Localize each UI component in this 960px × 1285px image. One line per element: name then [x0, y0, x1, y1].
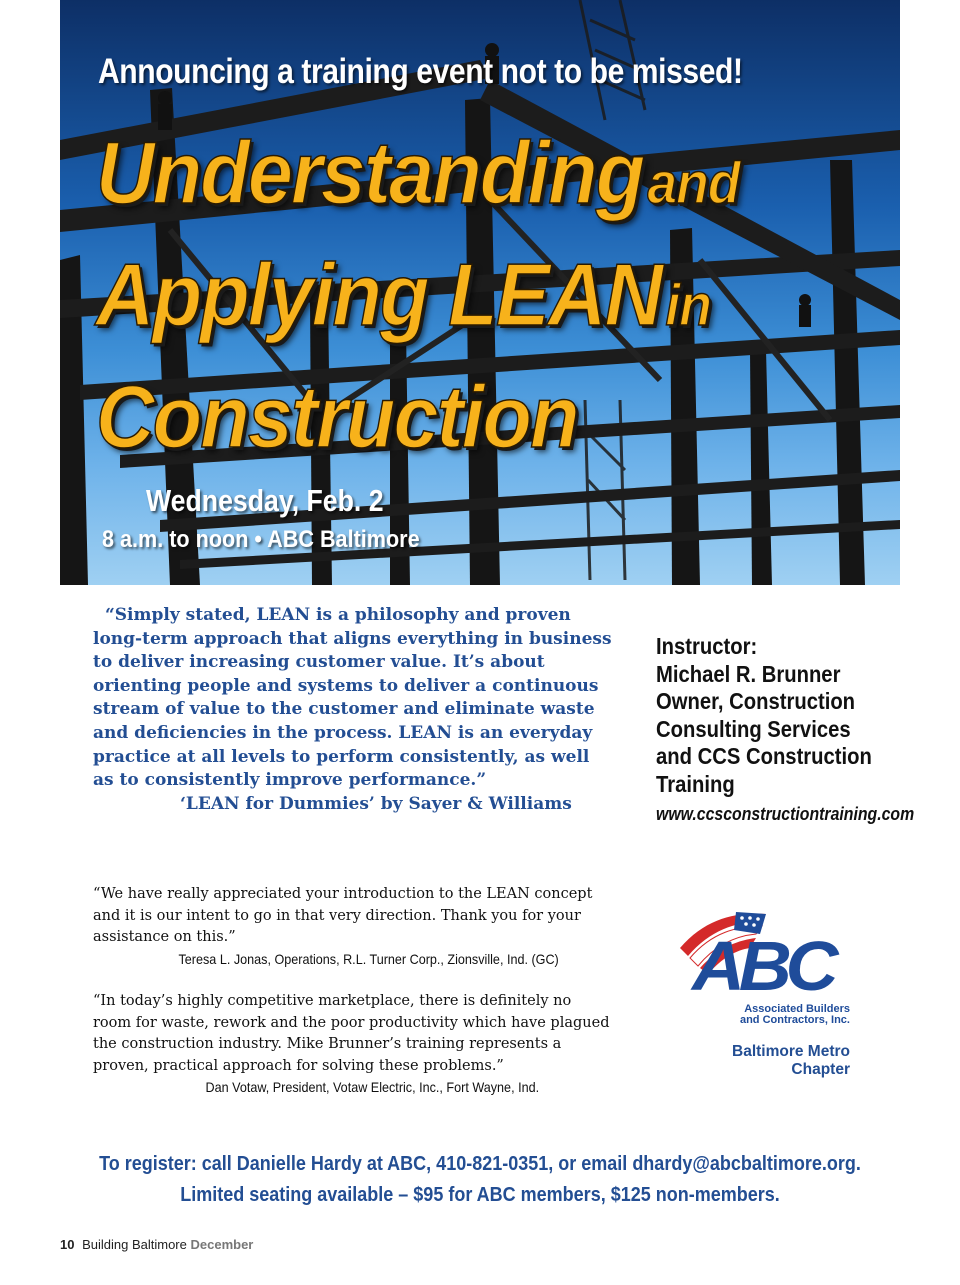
title-word-applying-lean: Applying LEAN: [96, 245, 662, 344]
event-title: [96, 125, 795, 491]
instructor-name: Michael R. Brunner: [656, 660, 841, 687]
quote-text: “Simply stated, LEAN is a philosophy and proven long-term approach that aligns everything in business to deliver increasing customer value. It’s about orienting people and systems to deliver a continuous stream of value to the customer and eliminate waste and deficiencies in the process. LEAN is an everyday practice at all levels to perform consistently, as well as to consistently improve performance.”: [93, 605, 612, 791]
event-date: Wednesday, Feb. 2: [146, 483, 384, 518]
testimonial-author: Dan Votaw, President, Votaw Electric, Inc., Fort Wayne, Ind.: [205, 1079, 540, 1095]
registration-info: [0, 1149, 960, 1211]
instructor-title-3: and CCS Construction: [656, 743, 872, 770]
chapter-name-line-2: Chapter: [791, 1061, 850, 1078]
title-word-in: in: [665, 273, 711, 338]
instructor-heading: Instructor:: [656, 633, 758, 659]
title-word-construction: Construction: [96, 367, 578, 466]
abc-full-name-line-2: and Contractors, Inc.: [739, 1014, 850, 1026]
register-pricing-line: Limited seating available – $95 for ABC members, $125 non-members.: [180, 1184, 780, 1206]
title-word-understanding: Understanding: [96, 123, 644, 222]
hero-banner: [60, 0, 900, 585]
testimonial: [93, 884, 613, 970]
instructor-title-2: Consulting Services: [656, 715, 851, 742]
issue-month: December: [190, 1237, 254, 1252]
page-number: 10: [60, 1237, 75, 1252]
event-kicker: Announcing a training event not to be missed!: [98, 52, 743, 91]
event-time-place: 8 a.m. to noon • ABC Baltimore: [102, 526, 420, 553]
abc-full-name: [740, 1004, 850, 1026]
quote-attribution: ‘LEAN for Dummies’ by Sayer & Williams: [180, 793, 572, 814]
abc-logo: [676, 908, 856, 1098]
chapter-name-line-1: Baltimore Metro: [732, 1043, 850, 1060]
register-contact-line[interactable]: To register: call Danielle Hardy at ABC, 410-821-0351, or email dhardy@abcbaltimore.org.: [99, 1153, 861, 1175]
abc-full-name-line-1: Associated Builders: [744, 1003, 850, 1015]
instructor-website-link[interactable]: www.ccsconstructiontraining.com: [656, 803, 915, 824]
instructor-title-1: Owner, Construction: [656, 688, 856, 715]
testimonial-author: Teresa L. Jonas, Operations, R.L. Turner Corp., Zionsville, Ind. (GC): [178, 950, 559, 967]
testimonial-text: “We have really appreciated your introduction to the LEAN concept and it is our intent to go in that very direction. Thank you for your assistance on this.”: [93, 886, 593, 945]
testimonial-text: “In today’s highly competitive marketplace, there is definitely no room for waste, rework and the poor productivity which have plagued the construction industry. Mike Brunner’s training represents a proven, practical approach for solving these problems.”: [93, 993, 610, 1074]
chapter-name: [732, 1043, 850, 1079]
lean-definition-quote: [93, 604, 613, 816]
publication-name: Building Baltimore: [82, 1237, 187, 1252]
title-word-and: and: [647, 151, 740, 216]
instructor-block: [656, 633, 915, 828]
instructor-title-4: Training: [656, 770, 735, 797]
abc-wordmark: ABC: [692, 927, 833, 1005]
page-footer: [60, 1237, 253, 1252]
testimonial: [93, 991, 613, 1099]
